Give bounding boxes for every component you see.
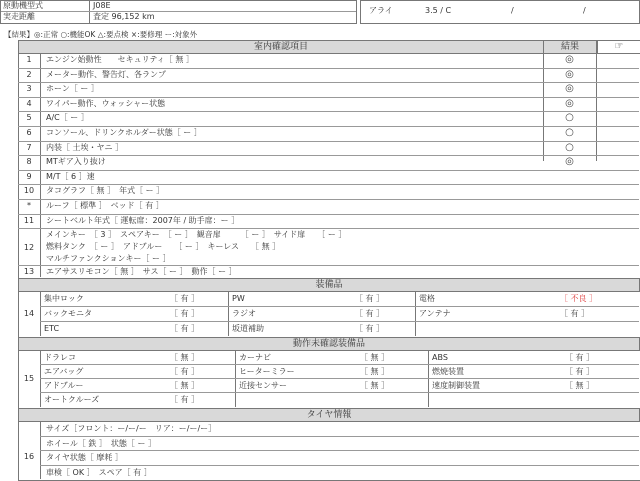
equipment-item-value: ［ 有 ］ (355, 294, 385, 303)
vehicle-info-box (0, 0, 357, 24)
interior-row-number: 6 (26, 128, 32, 137)
interior-row-number: 2 (26, 70, 32, 79)
tire-info-line: 車検［ OK ］ スペア［ 有 ］ (46, 468, 152, 477)
unconfirmed-item-value: ［ 無 ］ (170, 353, 200, 362)
equipment-table (18, 291, 640, 338)
equipment-item-value: ［ 有 ］ (355, 309, 385, 318)
tire-header-title: タイヤ情報 (306, 410, 352, 420)
interior-row-text: メーター動作、警告灯、各ランプ (46, 70, 166, 79)
unconfirmed-item-value: ［ 無 ］ (360, 353, 390, 362)
tire-number: 16 (23, 452, 35, 461)
unconfirmed-item-value: ［ 無 ］ (360, 367, 390, 376)
unconfirmed-item-value: ［ 無 ］ (170, 381, 200, 390)
interior-row-text: A/C［ ー ］ (46, 113, 89, 122)
engine-type-label: 原動機型式 (3, 1, 43, 10)
equipment-item-name: 電格 (419, 294, 435, 303)
unconfirmed-item-name: アドブルー (44, 381, 84, 390)
grade-label: アライ (369, 6, 393, 15)
unconfirmed-item-name: 近接センサー (239, 381, 287, 390)
row13-text: エアサスリモコン［ 無 ］ サス［ ー ］ 動作［ ー ］ (46, 267, 237, 276)
interior-row-number: 11 (23, 216, 35, 225)
unconfirmed-item-name: エアバッグ (44, 367, 84, 376)
unconfirmed-item-value: ［ 無 ］ (360, 381, 390, 390)
row13-number: 13 (23, 267, 35, 276)
mileage-label: 実走距離 (3, 12, 35, 21)
interior-row-result-mark: ◎ (565, 83, 574, 94)
interior-header-title: 室内確認項目 (253, 42, 308, 52)
grade-value: 3.5 / C (425, 6, 452, 15)
interior-row-number: * (27, 201, 31, 210)
unconfirmed-header-title: 動作未確認装備品 (292, 339, 365, 349)
equipment-number: 14 (23, 309, 35, 318)
row12-number: 12 (23, 243, 35, 252)
interior-row-text: M/T［ 6 ］速 (46, 172, 95, 181)
equipment-item-name: 集中ロック (44, 294, 84, 303)
interior-row-number: 5 (26, 113, 32, 122)
equipment-item-name: ETC (44, 324, 60, 333)
interior-row-number: 7 (26, 143, 32, 152)
interior-row-number: 8 (26, 157, 32, 166)
interior-row-text: 内装［ 土埃・ヤニ ］ (46, 143, 124, 152)
engine-type-value: J08E (93, 1, 111, 10)
unconfirmed-item-value: ［ 有 ］ (565, 353, 595, 362)
equipment-item-value: ［ 有 ］ (170, 324, 200, 333)
equipment-item-name: 坂道補助 (232, 324, 264, 333)
interior-row-text: コンソール、ドリンクホルダー状態［ ー ］ (46, 128, 202, 137)
equipment-header (18, 278, 640, 292)
unconfirmed-header (18, 337, 640, 351)
unconfirmed-item-name: オートクルーズ (44, 395, 100, 404)
equipment-item-value: ［ 有 ］ (170, 309, 200, 318)
equipment-item-name: バックモニタ (44, 309, 92, 318)
unconfirmed-item-value: ［ 無 ］ (565, 381, 595, 390)
unconfirmed-item-name: カーナビ (239, 353, 271, 362)
unconfirmed-item-value: ［ 有 ］ (170, 367, 200, 376)
equipment-item-value: ［ 有 ］ (355, 324, 385, 333)
equipment-item-value: ［ 不良 ］ (560, 294, 598, 303)
interior-row-result-mark: ◎ (565, 98, 574, 109)
interior-row-text: MTギア入り抜け (46, 157, 106, 166)
unconfirmed-item-name: ABS (432, 353, 448, 362)
interior-row-result-mark: ○ (565, 112, 574, 123)
interior-row-number: 3 (26, 84, 32, 93)
row12-line-1: メインキー ［ 3 ］ スペアキー ［ ー ］ 観音扉 ［ ー ］ サイド扉 ［ ー ］ (46, 230, 347, 239)
tire-header (18, 408, 640, 422)
interior-row-result-mark: ◎ (565, 69, 574, 80)
unconfirmed-item-value: ［ 有 ］ (170, 395, 200, 404)
result-header (543, 40, 597, 54)
unconfirmed-number: 15 (23, 374, 35, 383)
interior-row-number: 1 (26, 55, 32, 64)
interior-row-number: 10 (23, 186, 35, 195)
interior-header (18, 40, 544, 54)
result-legend: 【結果】◎:正常 ○:機能OK △:要点検 ×:要修理 ー:対象外 (4, 30, 198, 39)
unconfirmed-item-name: ヒーターミラー (239, 367, 295, 376)
equipment-item-name: PW (232, 294, 245, 303)
unconfirmed-item-name: 燃焼装置 (432, 367, 464, 376)
interior-row-text: シートベルト年式［ 運転席：2007年 / 助手席：ー ］ (46, 216, 240, 225)
unconfirmed-item-value: ［ 有 ］ (565, 367, 595, 376)
tire-info-line: ホイール［ 鉄 ］ 状態［ ー ］ (46, 439, 157, 448)
interior-row-result-mark: ○ (565, 142, 574, 153)
interior-row-result-mark: ○ (565, 127, 574, 138)
interior-row-text: ワイパー動作、ウォッシャー状態 (46, 99, 166, 108)
interior-row-text: ルーフ［ 標準 ］ ベッド［ 有 ］ (46, 201, 164, 210)
tire-info-line: タイヤ状態［ 摩耗 ］ (46, 453, 123, 462)
equipment-item-value: ［ 有 ］ (170, 294, 200, 303)
interior-row-number: 9 (26, 172, 32, 181)
unconfirmed-item-name: 速度制御装置 (432, 381, 480, 390)
interior-row-result-mark: ◎ (565, 156, 574, 167)
interior-row-text: エンジン始動性 セキュリティ［ 無 ］ (46, 55, 194, 64)
grade-slash-1: / (511, 6, 514, 15)
equipment-header-title: 装備品 (315, 280, 343, 290)
interior-row-result-mark: ◎ (565, 54, 574, 65)
grade-slash-2: / (583, 6, 586, 15)
hand-pointer-icon: ☞ (597, 40, 640, 54)
interior-row-text: ホーン［ ー ］ (46, 84, 99, 93)
unconfirmed-item-name: ドラレコ (44, 353, 76, 362)
unconfirmed-table (18, 350, 640, 409)
grade-box (360, 0, 640, 24)
equipment-item-name: ラジオ (232, 309, 256, 318)
mileage-value: 査定 96,152 km (93, 12, 155, 21)
result-header-label: 結果 (560, 42, 579, 52)
equipment-item-name: アンテナ (419, 309, 451, 318)
row12-line-2: 燃料タンク ［ ー ］ アドブルー ［ ー ］ キーレス ［ 無 ］ (46, 242, 281, 251)
equipment-item-value: ［ 有 ］ (560, 309, 590, 318)
interior-row-text: タコグラフ［ 無 ］ 年式［ ー ］ (46, 186, 165, 195)
tire-info-line: サイズ［フロント：ー/ー/ー リア：ー/ー/ー］ (46, 424, 217, 433)
interior-row-number: 4 (26, 99, 32, 108)
row12-line-3: マルチファンクションキー［ ー ］ (46, 254, 171, 263)
